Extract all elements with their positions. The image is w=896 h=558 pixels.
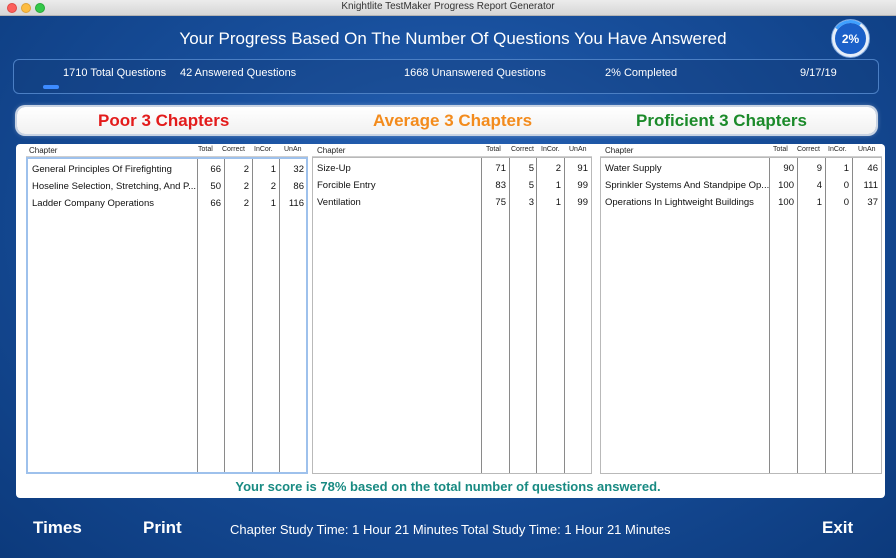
header-incorrect[interactable]: InCor.: [254, 146, 273, 153]
correct-cell: 2: [243, 198, 249, 209]
chapter-name: Water Supply: [605, 163, 662, 174]
page-title: Your Progress Based On The Number Of Questions You Have Answered: [179, 29, 727, 48]
correct-cell: 2: [243, 164, 249, 175]
incorrect-cell: 2: [270, 181, 276, 192]
table-body: [312, 157, 592, 474]
table-body: [26, 157, 308, 474]
unanswered-cell: 116: [288, 198, 304, 209]
chapter-name: Ladder Company Operations: [32, 198, 154, 209]
table-row[interactable]: [28, 178, 306, 195]
unanswered-cell: 99: [577, 197, 588, 208]
correct-cell: 9: [816, 163, 822, 174]
header-correct[interactable]: Correct: [797, 146, 820, 153]
answered-questions-stat: 42 Answered Questions: [180, 67, 297, 79]
header-incorrect[interactable]: InCor.: [828, 146, 847, 153]
chapter-tables-panel: [16, 144, 885, 498]
chapter-name: Forcible Entry: [317, 180, 376, 191]
total-cell: 66: [210, 198, 221, 209]
header-total[interactable]: Total: [198, 146, 213, 153]
completed-stat: 2% Completed: [605, 67, 678, 79]
progress-ring-label: 2%: [841, 31, 860, 46]
header-unanswered[interactable]: UnAn: [569, 146, 587, 153]
proficient-chapters-table[interactable]: [600, 144, 882, 475]
proficient-chapters-label: Proficient 3 Chapters: [636, 111, 807, 130]
unanswered-cell: 46: [867, 163, 878, 174]
total-cell: 75: [495, 197, 506, 208]
total-questions-stat: 1710 Total Questions: [63, 67, 167, 79]
table-header: [26, 144, 308, 157]
table-row[interactable]: [601, 160, 881, 177]
correct-cell: 1: [816, 197, 822, 208]
chapter-name: Operations In Lightweight Buildings: [605, 197, 754, 208]
chapter-name: General Principles Of Firefighting: [32, 164, 172, 175]
poor-chapters-label: Poor 3 Chapters: [98, 111, 230, 130]
total-cell: 71: [495, 163, 506, 174]
total-cell: 50: [210, 181, 221, 192]
correct-cell: 2: [243, 181, 249, 192]
header-correct[interactable]: Correct: [511, 146, 534, 153]
rating-summary-bar: [17, 107, 876, 134]
total-cell: 100: [778, 197, 794, 208]
times-button[interactable]: Times: [33, 518, 82, 537]
progress-bar: [43, 85, 873, 89]
incorrect-cell: 1: [843, 163, 849, 174]
unanswered-cell: 91: [577, 163, 588, 174]
incorrect-cell: 0: [843, 197, 849, 208]
average-chapters-table[interactable]: [312, 144, 592, 475]
correct-cell: 3: [528, 197, 534, 208]
header-correct[interactable]: Correct: [222, 146, 245, 153]
print-button[interactable]: Print: [143, 518, 182, 537]
chapter-name: Hoseline Selection, Stretching, And P...: [32, 181, 196, 192]
table-body: [600, 157, 882, 474]
unanswered-questions-stat: 1668 Unanswered Questions: [404, 67, 546, 79]
total-cell: 100: [778, 180, 794, 191]
table-header: [600, 144, 882, 157]
progress-ring-arc: [829, 17, 872, 60]
window-title: Knightlite TestMaker Progress Report Generator: [341, 1, 555, 12]
score-summary: Your score is 78% based on the total number of questions answered.: [235, 479, 661, 494]
table-row[interactable]: [28, 161, 306, 178]
unanswered-cell: 111: [863, 180, 878, 191]
total-cell: 66: [210, 164, 221, 175]
unanswered-cell: 99: [577, 180, 588, 191]
incorrect-cell: 1: [270, 164, 276, 175]
total-cell: 90: [783, 163, 794, 174]
header-chapter[interactable]: Chapter: [29, 146, 58, 155]
incorrect-cell: 2: [555, 163, 561, 174]
poor-chapters-table[interactable]: [26, 144, 308, 475]
correct-cell: 5: [528, 180, 534, 191]
chapter-name: Ventilation: [317, 197, 361, 208]
unanswered-cell: 32: [293, 164, 304, 175]
unanswered-cell: 86: [293, 181, 304, 192]
header-incorrect[interactable]: InCor.: [541, 146, 560, 153]
header-chapter[interactable]: Chapter: [605, 146, 634, 155]
header-total[interactable]: Total: [773, 146, 788, 153]
incorrect-cell: 0: [843, 180, 849, 191]
title-bar: [0, 0, 896, 16]
table-header: [312, 144, 592, 157]
table-row[interactable]: [313, 160, 591, 177]
total-study-time: Total Study Time: 1 Hour 21 Minutes: [461, 522, 671, 537]
correct-cell: 4: [816, 180, 822, 191]
unanswered-cell: 37: [867, 197, 878, 208]
header-chapter[interactable]: Chapter: [317, 146, 346, 155]
table-row[interactable]: [313, 194, 591, 211]
total-cell: 83: [495, 180, 506, 191]
exit-button[interactable]: Exit: [822, 518, 854, 537]
header-unanswered[interactable]: UnAn: [284, 146, 302, 153]
header-total[interactable]: Total: [486, 146, 501, 153]
chapter-study-time: Chapter Study Time: 1 Hour 21 Minutes: [230, 522, 459, 537]
chapter-name: Sprinkler Systems And Standpipe Op...: [605, 180, 769, 191]
correct-cell: 5: [528, 163, 534, 174]
incorrect-cell: 1: [555, 180, 561, 191]
incorrect-cell: 1: [270, 198, 276, 209]
stats-bar: [13, 59, 879, 94]
incorrect-cell: 1: [555, 197, 561, 208]
table-row[interactable]: [28, 195, 306, 212]
report-date: 9/17/19: [800, 67, 837, 79]
table-row[interactable]: [601, 177, 881, 194]
average-chapters-label: Average 3 Chapters: [373, 111, 533, 130]
progress-bar-fill: [43, 85, 59, 89]
chapter-name: Size-Up: [317, 163, 351, 174]
table-row[interactable]: [601, 194, 881, 211]
progress-ring: [832, 20, 869, 57]
header-unanswered[interactable]: UnAn: [858, 146, 876, 153]
table-row[interactable]: [313, 177, 591, 194]
